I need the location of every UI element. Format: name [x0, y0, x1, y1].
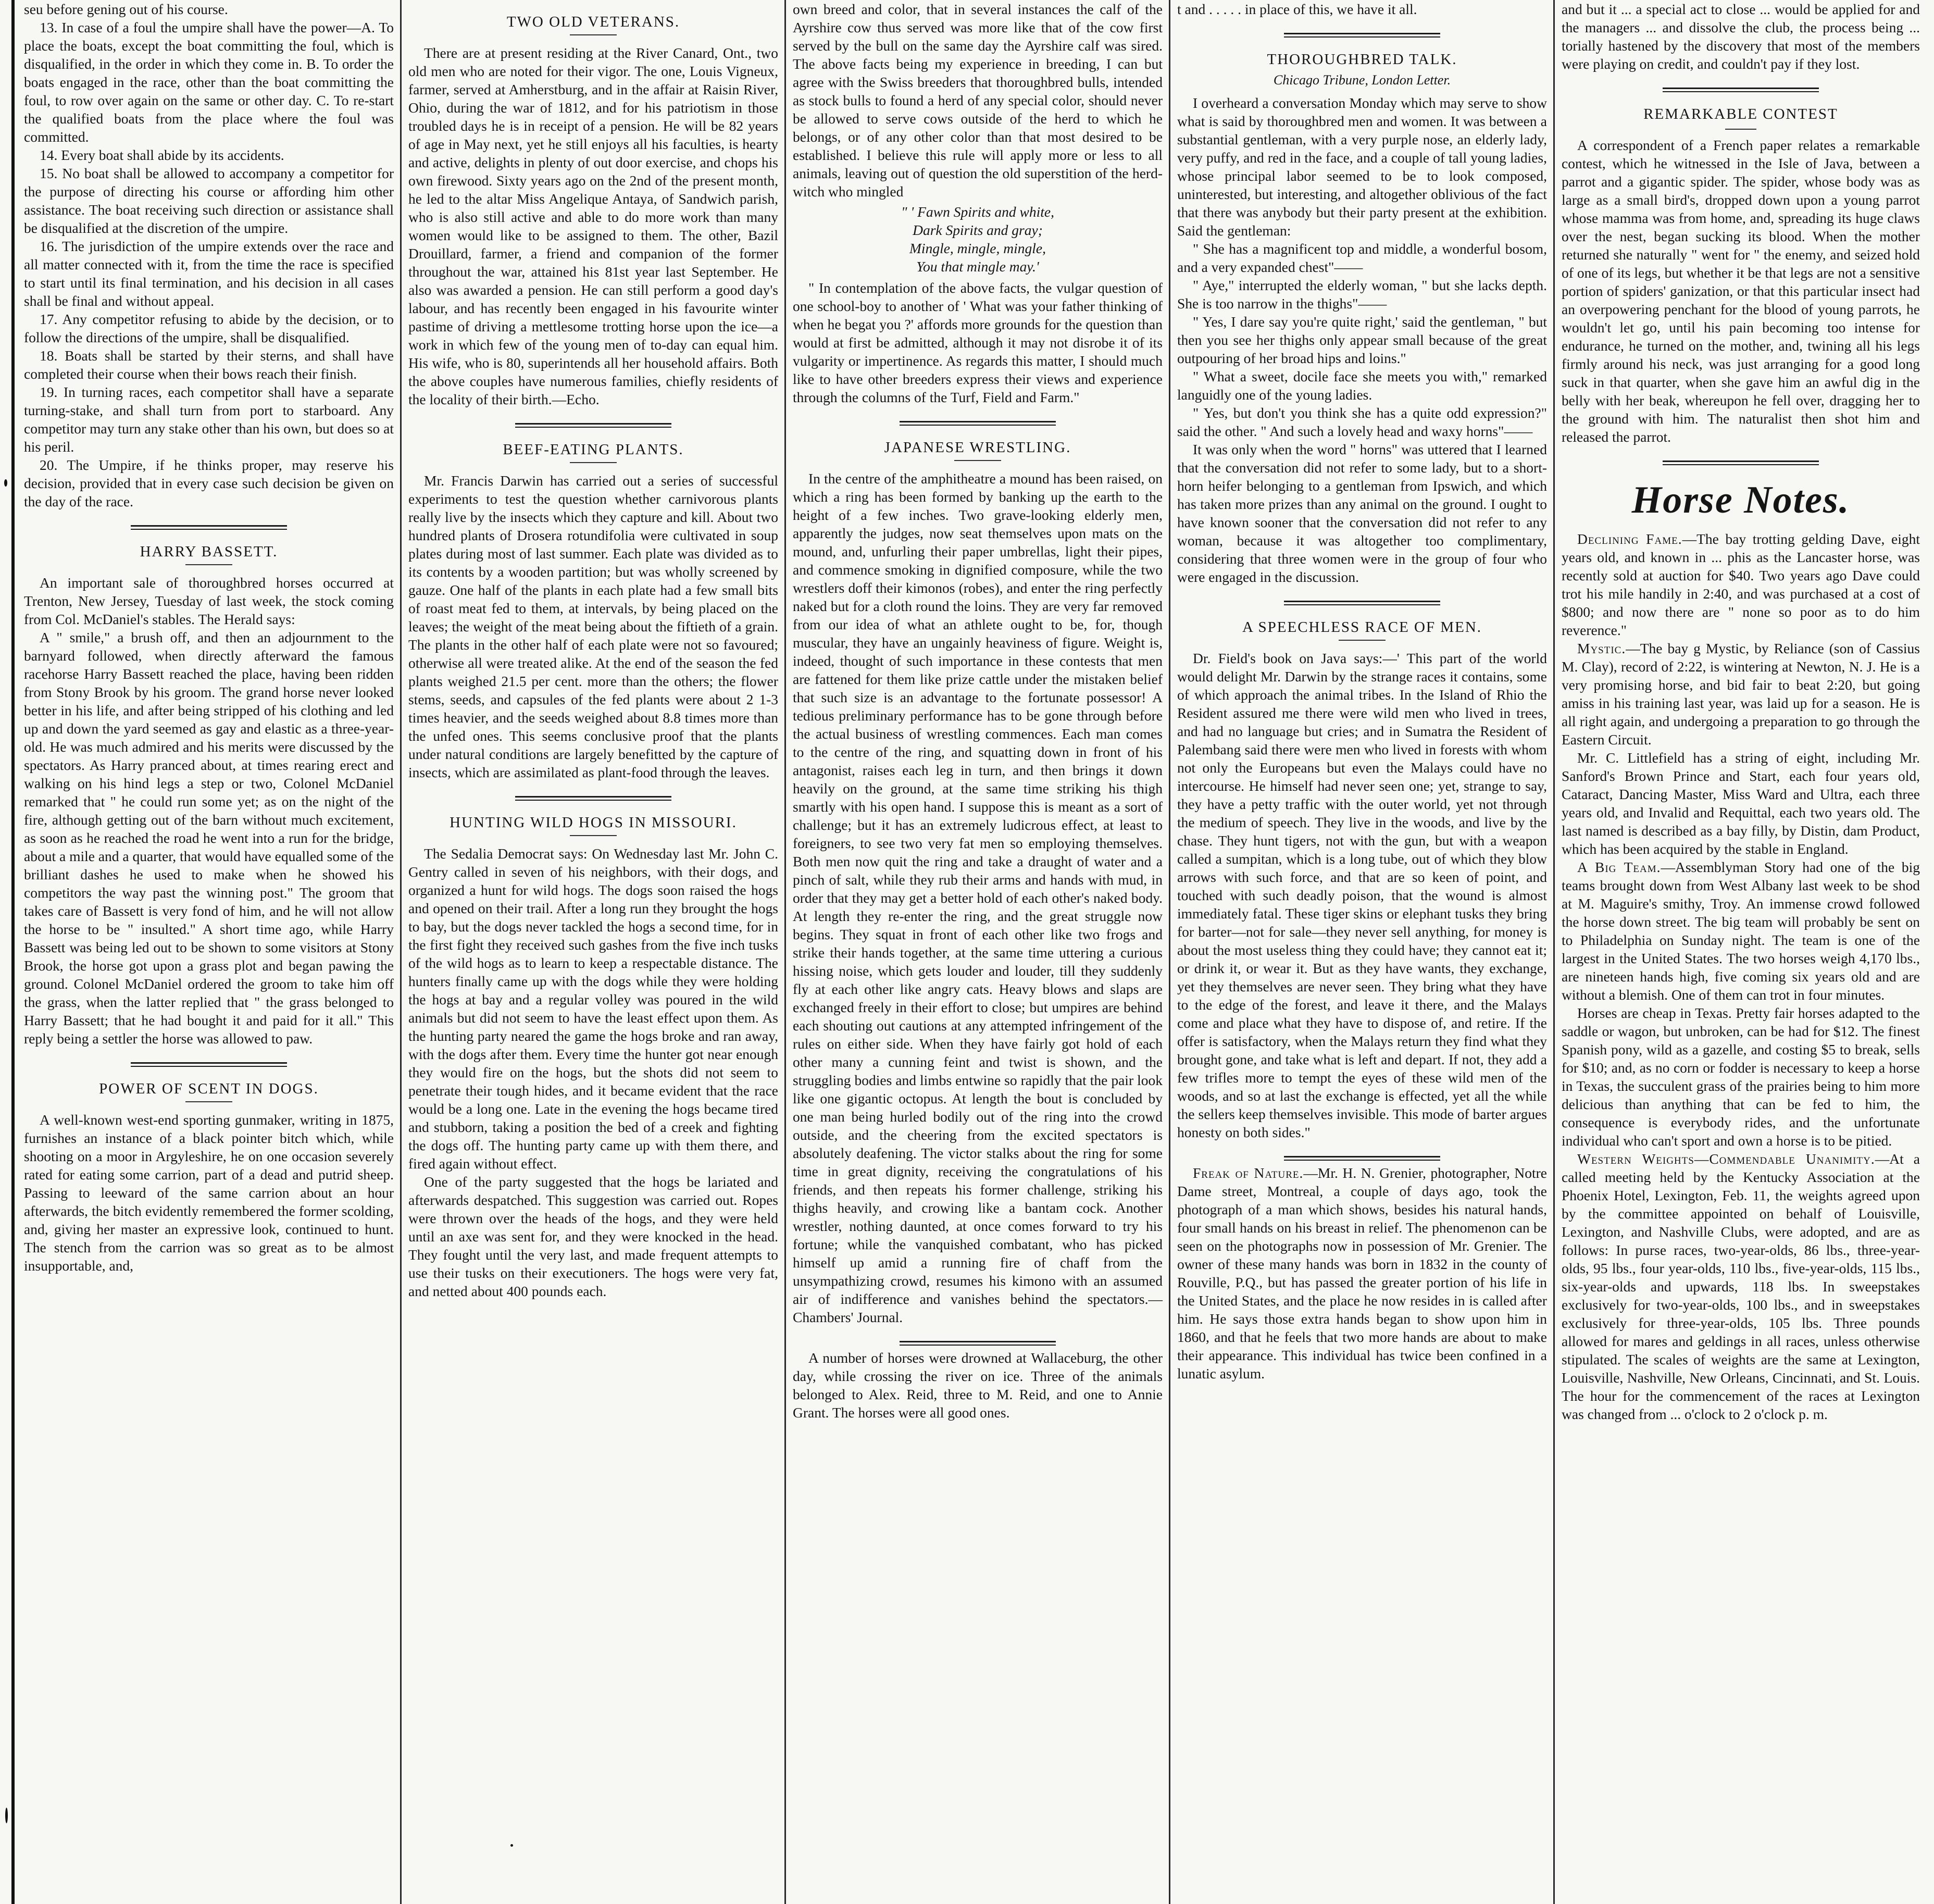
- column-rule: [400, 0, 402, 1904]
- article-paragraph: " What a sweet, docile face she meets you with," remarked languidly one of the young ladies.: [1177, 368, 1547, 403]
- article-paragraph: [1177, 1164, 1547, 1383]
- article-paragraph: Mr. Francis Darwin has carried out a series of successful experiments to test the question whether carnivorous plants really live by the insects which they capture and kill. About two hundred plants of Drosera rotundifolia were cultivated in soup plates during most of last summer. Each plate was divided as to its contents by a wooden partition; but was wholly screened by gauze. One half of the plants in each plate had a few small bits of roast meat fed to them, at intervals, by being placed on the leaves; the weight of the meat being about the fiftieth of a grain. The plants in the other half of each plate were not so favoured; otherwise all were treated alike. At the end of the season the fed plants weighed 21.5 per cent. more than the others; the flower stems, seeds, and capsules of the fed plants were about 2 1-3 times heavier, and the seeds weighed about 8.8 times more than the unfed ones. This seems conclusive proof that the plants under natural conditions are largely benefitted by the capture of insects, which are assimilated as plant-food through the leaves.: [408, 472, 778, 780]
- continued-text: seu before gening out of his course.: [24, 1, 228, 17]
- double-rule-separator: [131, 1062, 287, 1067]
- rule-line: [515, 423, 671, 425]
- column-rule: [1553, 0, 1555, 1904]
- article-paragraph: 13. In case of a foul the umpire shall have the power—A. To place the boats, except the boat committing the foul, which is disqualified, in the order in which they come in. B. To order the boats engaged in the race, other than the boat committing the foul, to row over again on the same or other day. C. To re-start the qualified boats from the place where the foul was committed.: [24, 19, 394, 145]
- item-body: —Mr. H. N. Grenier, photographer, Notre Dame street, Montreal, a couple of days ago, took the photograph of a man which shows, besides his natural hands, four small hands on his breast in relief. The phenomenon can be seen on the photographs now in possession of Mr. Grenier. The owner of these many hands was born in 1832 in the county of Rouville, P.Q., but has passed the greater portion of his life in the United States, and the place he now resides in is called after him. He says those extra hands began to show upon him in 1860, and that he feels that two more hands are about to make their appearance. This individual has twice been confined in a lunatic asylum.: [1177, 1165, 1547, 1382]
- article-headline: POWER OF SCENT IN DOGS.: [99, 1080, 319, 1097]
- article-paragraph: " Yes, but don't you think she has a quite odd expression?" said the other. " And such a lovely head and waxy horns"——: [1177, 405, 1547, 439]
- article-headline: REMARKABLE CONTEST: [1643, 106, 1838, 122]
- article-paragraph: A well-known west-end sporting gunmaker, writing in 1875, furnishes an instance of a black pointer bitch which, while shooting on a moor in Argyleshire, he on one occasion severely rated for eating some carrion, part of a dead and putrid sheep. Passing to leeward of the same carrion about an hour afterwards, the bitch evidently remembered the former scolding, and, giving her master an expressive look, continued to hunt. The stench from the carrion was so great as to be almost insupportable, and,: [24, 1112, 394, 1274]
- double-rule-separator: [515, 423, 671, 428]
- rule-line: [1663, 88, 1819, 89]
- double-rule-separator: [1284, 33, 1440, 38]
- rule-line: [1284, 36, 1440, 38]
- rule-line: [900, 1345, 1056, 1346]
- short-rule: [570, 462, 617, 463]
- continued-text: and but it ... a special act to close ... would be applied for and the managers ... and dissolve the club, the process being ... torially hastened by the discovery that most of the members were playing on credit, and couldn't pay if they lost.: [1562, 1, 1920, 72]
- short-rule: [570, 34, 617, 35]
- item-body: —At a called meeting held by the Kentucky Association at the Phoenix Hotel, Lexington, Feb. 11, the weights agreed upon by the committee appointed on behalf of Louisville, Lexington, and Nashville Clubs, were adopted, and are as follows: In purse races, two-year-olds, 86 lbs., three-year-olds, 95 lbs., four year-olds, 110 lbs., five-year-olds, 115 lbs., six-year-olds and upwards, 118 lbs. In sweepstakes exclusively for two-year-olds, 100 lbs., and in sweepstakes exclusively for three-year-olds, 105 lbs. Three pounds allowed for mares and geldings in all races, unless otherwise stipulated. The scales of weights are the same at Lexington, Louisville, Nashville, New Orleans, Cincinnati, and St. Louis. The hour for the commencement of the races at Lexington was changed from ... o'clock to 2 o'clock p. m.: [1562, 1151, 1920, 1422]
- article-paragraph: Mr. C. Littlefield has a string of eight, including Mr. Sanford's Brown Prince and Start, each four years old, Cataract, Dancing Master, Miss Ward and Ultra, each three years old, and Invalid and Requittal, each two years old. The last named is described as a bay filly, by Distin, dam Product, which has been acquired by the stable in England.: [1562, 750, 1920, 857]
- article-paragraph: It was only when the word " horns" was uttered that I learned that the conversation did not refer to some lady, but to a short-horn heifer belonging to a gentleman from Ipswich, and which has taken more prizes than any animal on the ground. I ought to have known sooner that the conversation did not refer to any woman, because it was altogether too complimentary, considering that three women were in the group of four who were engaged in the discussion.: [1177, 441, 1547, 585]
- article-paragraph: A correspondent of a French paper relates a remarkable contest, which he witnessed in the Isle of Java, between a parrot and a gigantic spider. The spider, whose body was as large as a small bird's, dropped down upon a young parrot whose mamma was from home, and, spreading its huge claws over the nest, began sucking its blood. When the mother returned she naturally " went for " the enemy, and seized hold of one of its legs, but whether it be that legs are not a sensitive portion of spiders' ganization, or that this particular insect had an overpowering penchant for the blood of young parrots, he wouldn't let go, until his pain becoming too intense for endurance, he turned on the mother, and, twining all his legs firmly around his neck, was just arranging for a good long suck in that quarter, when she gave him an awful dig in the belly with her beak, whereupon he fell over, dragging her to the ground with him. The naturalist then shot him and released the parrot.: [1562, 137, 1920, 445]
- article-paragraph: 16. The jurisdiction of the umpire extends over the race and all matter connected with it, from the time the race is specified to start until its final termination, and his decision in all cases shall be final and without appeal.: [24, 238, 394, 309]
- article-headline: HUNTING WILD HOGS IN MISSOURI.: [450, 814, 737, 831]
- item-body: —The bay trotting gelding Dave, eight years old, and known in ... phis as the Lancaster horse, was recently sold at auction for $40. Two years ago Dave could trot his mile handily in 2:40, and was purchased at a cost of $800; and now there are " none so poor as to do him reverence.": [1562, 531, 1920, 638]
- item-lead-in: A Big Team.: [1577, 859, 1661, 875]
- item-body: —Assemblyman Story had one of the big teams brought down from West Albany last week to be shod at M. Maguire's smithy, Troy. An immense crowd followed the horse down street. The big team will probably be sent on to Philadelphia on Sunday night. The team is one of the largest in the United States. The two horses weigh 4,170 lbs., are nineteen hands high, five coming six years old and are without a blemish. One of them can trot in four minutes.: [1562, 859, 1920, 1003]
- article-paragraph: A number of horses were drowned at Wallaceburg, the other day, while crossing the river on ice. Three of the animals belonged to Alex. Reid, three to M. Reid, and one to Annie Grant. The horses were all good ones.: [793, 1350, 1163, 1421]
- rule-line: [131, 1066, 287, 1067]
- article-headline: HARRY BASSETT.: [140, 543, 278, 560]
- column-rule: [784, 0, 786, 1904]
- article-paragraph: A " smile," a brush off, and then an adjournment to the barnyard followed, when directly afterward the famous racehorse Harry Bassett reached the place, having been ridden from Stony Brook by his groom. The grand horse never looked better in his life, and after being stripped of his clothing and led up and down the yard seemed as gay and elastic as a three-year-old. He was much admired and his merits were discussed by the spectators. As Harry pranced about, at times rearing erect and walking on his hind legs a step or two, Colonel McDaniel remarked that " he could run some yet; as on the night of the fire, although getting out of the barn without much excitement, as soon as he reached the road he went into a run for the bridge, about a mile and a quarter, that would have equalled some of the brilliant dashes he used to make when he showed his competitors the way past the winning post." The groom that takes care of Bassett is very fond of him, and he will not allow the horse to be " insulted." A short time ago, while Harry Bassett was being led out to be shown to some visitors at Stony Brook, the horse got upon a grass plot and began pawing the ground. Colonel McDaniel ordered the groom to take him off the grass, when the latter replied that " the grass belonged to Harry Bassett; that he had bought it and paid for it all." This reply being a settler the horse was allowed to paw.: [24, 629, 394, 1047]
- double-rule-separator: [1284, 1156, 1440, 1161]
- page-edge-rule: [11, 0, 15, 1904]
- article-paragraph: In the centre of the amphitheatre a mound has been raised, on which a ring has been formed by banking up the earth to the height of a few inches. Two grave-looking elderly men, apparently the judges, now seat themselves upon mats on the mound, and, unfurling their paper umbrellas, light their pipes, and commence smoking in dignified composure, while the two wrestlers doff their kimonos (robes), and enter the ring perfectly naked but for a cloth round the loins. They are very far removed from our idea of what an athlete ought to be, for, though muscular, they have an ungainly heaviness of figure. Weight is, indeed, thought of such importance in these contests that men are fattened for them like prize cattle under the mistaken belief that such size is an advantage to the fortunate possessor! A tedious preliminary performance has to be gone through before the actual business of wrestling commences. Each man comes to the centre of the ring, and squatting down in front of his antagonist, raises each leg in turn, and then brings it down heavily on the ground, at the same time striking his thigh smartly with his open hand. I suppose this is meant as a sort of challenge; but it has an extremely ludicrous effect, at least to foreigners, to see two very fat men so employing themselves. Both men now quit the ring and take a draught of water and a pinch of salt, while they rub their arms and hands with mud, in order that they may get a better hold of each other's naked body. At length they re-enter the ring, and the great struggle now begins. They squat in front of each other like two frogs and strike their hands together, at the same time uttering a curious hissing noise, which gets louder and louder, till they suddenly fly at each other like angry cats. Heavy blows and slaps are exchanged freely in their effort to close; but umpires are behind each shouting out cautions at any attempted infringement of the rules on either side. When they have fairly got hold of each other many a cunning feint and twist is shown, and the struggling bodies and limbs entwine so rapidly that the pair look like one gigantic octopus. At length the bout is concluded by one man being hurled bodily out of the ring into the crowd outside, and the cheering from the excited spectators is absolutely deafening. The victor stalks about the ring for some time in great dignity, receiving the congratulations of his friends, and then repeats his former challenge, striking his thighs heavily, and crowing like a bantam cock. Another wrestler, nothing daunted, at once comes forward to try his fortune; while the vanquished combatant, who has picked himself up amid a running fire of chaff from the unsympathizing crowd, resumes his kimono with an assumed air of indifference and vanishes behind the spectators.—Chambers' Journal.: [793, 470, 1163, 1325]
- article-paragraph: 18. Boats shall be started by their sterns, and shall have completed their course when their bows reach their finish.: [24, 347, 394, 382]
- article-paragraph: " Yes, I dare say you're quite right,' said the gentleman, " but then you see her thighs only appear small because of the great outpouring of her broad hips and loins.": [1177, 314, 1547, 366]
- article-headline: A SPEECHLESS RACE OF MEN.: [1242, 619, 1482, 636]
- double-rule-separator: [1663, 461, 1819, 465]
- double-rule-separator: [131, 525, 287, 530]
- article-paragraph: 14. Every boat shall abide by its accidents.: [40, 147, 284, 163]
- print-speck: [4, 479, 7, 487]
- article-paragraph: [1562, 858, 1920, 1004]
- article-paragraph: 19. In turning races, each competitor shall have a separate turning-stake, and shall turn from port to starboard. Any competitor may turn any stake other than his own, but does so at his peril.: [24, 384, 394, 455]
- section-title: Horse Notes.: [1631, 479, 1850, 521]
- article-headline: TWO OLD VETERANS.: [506, 14, 680, 30]
- double-rule-separator: [900, 1341, 1056, 1346]
- article-paragraph: " She has a magnificent top and middle, a wonderful bosom, and a very expanded chest"——: [1177, 241, 1547, 275]
- article-headline: THOROUGHBRED TALK.: [1267, 51, 1457, 68]
- continued-text: own breed and color, that in several instances the calf of the Ayrshire cow thus served was more like that of the cow first served by the bull on the same day the Ayrshire calf was sired. The above facts being my experience in breeding, I can but agree with the Swiss breeders that thoroughbred bulls, intended as stock bulls to found a herd of any special color, should never be allowed to serve cows outside of the herd to which he belongs, or of any other color than that most desired to be established. I believe this rule will apply more or less to all animals, leaving out of question the old superstition of the herd-witch who mingled: [793, 1, 1163, 200]
- article-headline: JAPANESE WRESTLING.: [884, 439, 1071, 456]
- article-paragraph: 15. No boat shall be allowed to accompany a competitor for the purpose of directing his course or affording him other assistance. The boat receiving such direction or assistance shall be disqualified at the discretion of the umpire.: [24, 165, 394, 236]
- article-paragraph: Dr. Field's book on Java says:—' This part of the world would delight Mr. Darwin by the strange races it contains, some of which approach the animal tribes. In the Island of Rhio the Resident assured me there were wild men who lived in trees, and had no language but cries; and in Sumatra the Resident of Palembang said there were men who lived in forests with whom not only the Europeans but even the Malays could have no intercourse. He himself had never seen one; yet, strange to say, they have a petty traffic with the outer world, yet not through the medium of speech. They live in the woods, and live by the chase. They hunt tigers, not with the gun, but with a weapon called a sumpitan, which is a long tube, out of which they blow arrows with such force, and that are so keen of point, and touched with such deadly poison, that the wound is almost immediately fatal. These tiger skins or elephant tusks they bring for barter—not for sale—they never sell anything, for money is about the most useless thing they could have; they cannot eat it; or drink it, or wear it. But as they have wants, they exchange, yet they themselves are never seen. They bring what they have to the edge of the forest, and leave it there, and the Malays come and place what they have to dispose of, and retire. If the offer is satisfactory, when the Malays return they find what they brought gone, and take what is left and depart. If not, they add a few trifles more to tempt the eyes of these wild men of the woods, and so at last the exchange is effected, yet all the while the sellers keep themselves invisible. This mode of barter argues honesty on both sides.": [1177, 650, 1547, 1140]
- item-body: —The bay g Mystic, by Reliance (son of Cassius M. Clay), record of 2:22, is wintering at Newton, N. J. He is a very promising horse, and bid fair to beat 2:20, but going amiss in his training last year, was laid up for a season. He is all right again, and undergoing a preparation to go through the Eastern Circuit.: [1562, 640, 1920, 748]
- double-rule-separator: [515, 796, 671, 801]
- item-lead-in: Declining Fame.: [1577, 531, 1682, 547]
- column-3: [790, 0, 1166, 1904]
- verse-line: Mingle, mingle, mingle,: [909, 240, 1046, 256]
- rule-line: [1663, 91, 1819, 92]
- rule-line: [1284, 601, 1440, 602]
- article-paragraph: One of the party suggested that the hogs be lariated and afterwards despatched. This suggestion was carried out. Ropes were thrown over the heads of the hogs, and they were held until an axe was sent for, and they were knocked in the head. They fought until the very last, and made frequent attempts to use their tusks on their executioners. The hogs were very fat, and netted about 400 pounds each.: [408, 1174, 778, 1299]
- item-lead-in: Western Weights—Commendable Unanimity.: [1577, 1151, 1875, 1167]
- article-source-line: Chicago Tribune, London Letter.: [1273, 72, 1451, 88]
- short-rule: [185, 1101, 232, 1102]
- column-5: [1558, 0, 1923, 1904]
- article-paragraph: [1562, 530, 1920, 639]
- double-rule-separator: [1284, 601, 1440, 605]
- article-paragraph: There are at present residing at the River Canard, Ont., two old men who are noted for their vigor. The one, Louis Vigneux, farmer, served at Amherstburg, and in the affair at Raisin River, Ohio, during the war of 1812, and for his patriotism in those troubled days he is in receipt of a pension. He will be 82 years of age in May next, yet he still enjoys all his faculties, is hearty and active, delights in plenty of out door exercise, and chops his own firewood. Sixty years ago on the 2nd of the present month, he led to the altar Miss Angelique Antaya, of Sandwich parish, who is also still active and able to do more work than many women would like to be assigned to them. The other, Bazil Drouillard, farmer, a friend and companion of the former throughout the war, attained his 81st year last September. He also was awarded a pension. He can still perform a good day's labour, and has recently been engaged in his favourite winter pastime of driving a mettlesome trotting horse upon the ice—a work in which few of the young men of to-day can equal him. His wife, who is 80, superintends all her household affairs. Both the above couples have numerous families, chiefly residents of the locality of their birth.—Echo.: [408, 45, 778, 407]
- article-paragraph: " Aye," interrupted the elderly woman, " but she lacks depth. She is too narrow in the thighs"——: [1177, 277, 1547, 312]
- column-1: [21, 0, 397, 1904]
- short-rule: [185, 564, 232, 565]
- short-rule: [570, 835, 617, 836]
- rule-line: [900, 425, 1056, 426]
- article-paragraph: " In contemplation of the above facts, the vulgar question of one school-boy to another of ' What was your father thinking of when he begat you ?' affords more grounds for the question than would at first be admitted, although it may not disrobe it of its vulgarity or impertinence. As regards this matter, I should much like to have other breeders express their views and experience through the columns of the Turf, Field and Farm.": [793, 280, 1163, 405]
- column-rule: [1169, 0, 1170, 1904]
- article-paragraph: I overheard a conversation Monday which may serve to show what is said by thoroughbred men and women. It was between a substantial gentleman, with a very purple nose, an elderly lady, very puffy, and red in the face, and a couple of tall young ladies, whose principal labor seemed to be to look composed, uninterested, but interesting, and altogether oblivious of the fact that there was anybody but their party present at the exhibition. Said the gentleman:: [1177, 95, 1547, 239]
- rule-line: [131, 525, 287, 527]
- print-speck: [510, 1844, 513, 1847]
- rule-line: [1663, 461, 1819, 462]
- double-rule-separator: [1663, 88, 1819, 92]
- print-speck: [5, 1808, 8, 1823]
- article-paragraph: 17. Any competitor refusing to abide by the decision, or to follow the directions of the umpire, shall be disqualified.: [24, 311, 394, 345]
- article-paragraph: The Sedalia Democrat says: On Wednesday last Mr. John C. Gentry called in seven of his neighbors, with their dogs, and organized a hunt for wild hogs. The dogs soon raised the hogs and opened on their trail. After a long run they brought the hogs to bay, but the dogs never tackled the hogs a second time, for in the first fight they received such gashes from the five inch tusks of the wild hogs as to learn to keep a respectable distance. The hunters finally came up with the dogs while they were holding the hogs at bay and a regular volley was poured in the wild animals but did not seem to have the least effect upon them. As the hunting party neared the game the hogs broke and ran away, with the dogs after them. Every time the hunter got near enough they would fire on the hogs, but the shots did not seem to penetrate their tough hides, and it became evident that the race would be a long one. Late in the evening the hogs became tired and stubborn, taking a position the bed of a creek and fighting the dogs off. The hunting party came up with them there, and fired again without effect.: [408, 845, 778, 1172]
- article-paragraph: 20. The Umpire, if he thinks proper, may reserve his decision, provided that in every case such decision be given on the day of the race.: [24, 457, 394, 509]
- column-2: [405, 0, 781, 1904]
- item-lead-in: Freak of Nature.: [1193, 1165, 1304, 1181]
- rule-line: [900, 421, 1056, 422]
- rule-line: [515, 796, 671, 798]
- short-rule: [1339, 640, 1386, 641]
- rule-line: [1284, 1156, 1440, 1158]
- verse-quote: [793, 203, 1163, 276]
- column-4: [1174, 0, 1550, 1904]
- article-paragraph: [1562, 639, 1920, 749]
- rule-line: [1284, 604, 1440, 605]
- article-paragraph: An important sale of thoroughbred horses occurred at Trenton, New Jersey, Tuesday of last week, the stock coming from Col. McDaniel's stables. The Herald says:: [24, 575, 394, 627]
- continued-text: t and . . . . . in place of this, we have it all.: [1177, 1, 1417, 17]
- short-rule: [954, 460, 1001, 461]
- article-headline: BEEF-EATING PLANTS.: [503, 441, 684, 458]
- verse-line: You that mingle may.': [916, 258, 1039, 275]
- verse-line: " ' Fawn Spirits and white,: [901, 204, 1054, 220]
- rule-line: [515, 427, 671, 428]
- article-paragraph: [1562, 1150, 1920, 1423]
- item-lead-in: Mystic.: [1577, 640, 1626, 656]
- rule-line: [131, 1062, 287, 1064]
- rule-line: [900, 1341, 1056, 1342]
- rule-line: [515, 800, 671, 801]
- short-rule: [1725, 129, 1756, 130]
- rule-line: [1284, 33, 1440, 34]
- article-paragraph: Horses are cheap in Texas. Pretty fair horses adapted to the saddle or wagon, but unbroken, can be had for $12. The finest Spanish pony, wild as a gazelle, and costing $5 to break, sells for $10; and, as no corn or fodder is necessary to keep a horse in Texas, the succulent grass of the prairies being to him more delicious than anything that can be fed to him, the consequence is everybody rides, and the unfortunate individual who can't sport and own a horse is to be pitied.: [1562, 1005, 1920, 1149]
- rule-line: [1284, 1160, 1440, 1161]
- rule-line: [131, 529, 287, 530]
- double-rule-separator: [900, 421, 1056, 426]
- verse-line: Dark Spirits and gray;: [913, 222, 1043, 238]
- rule-line: [1663, 464, 1819, 465]
